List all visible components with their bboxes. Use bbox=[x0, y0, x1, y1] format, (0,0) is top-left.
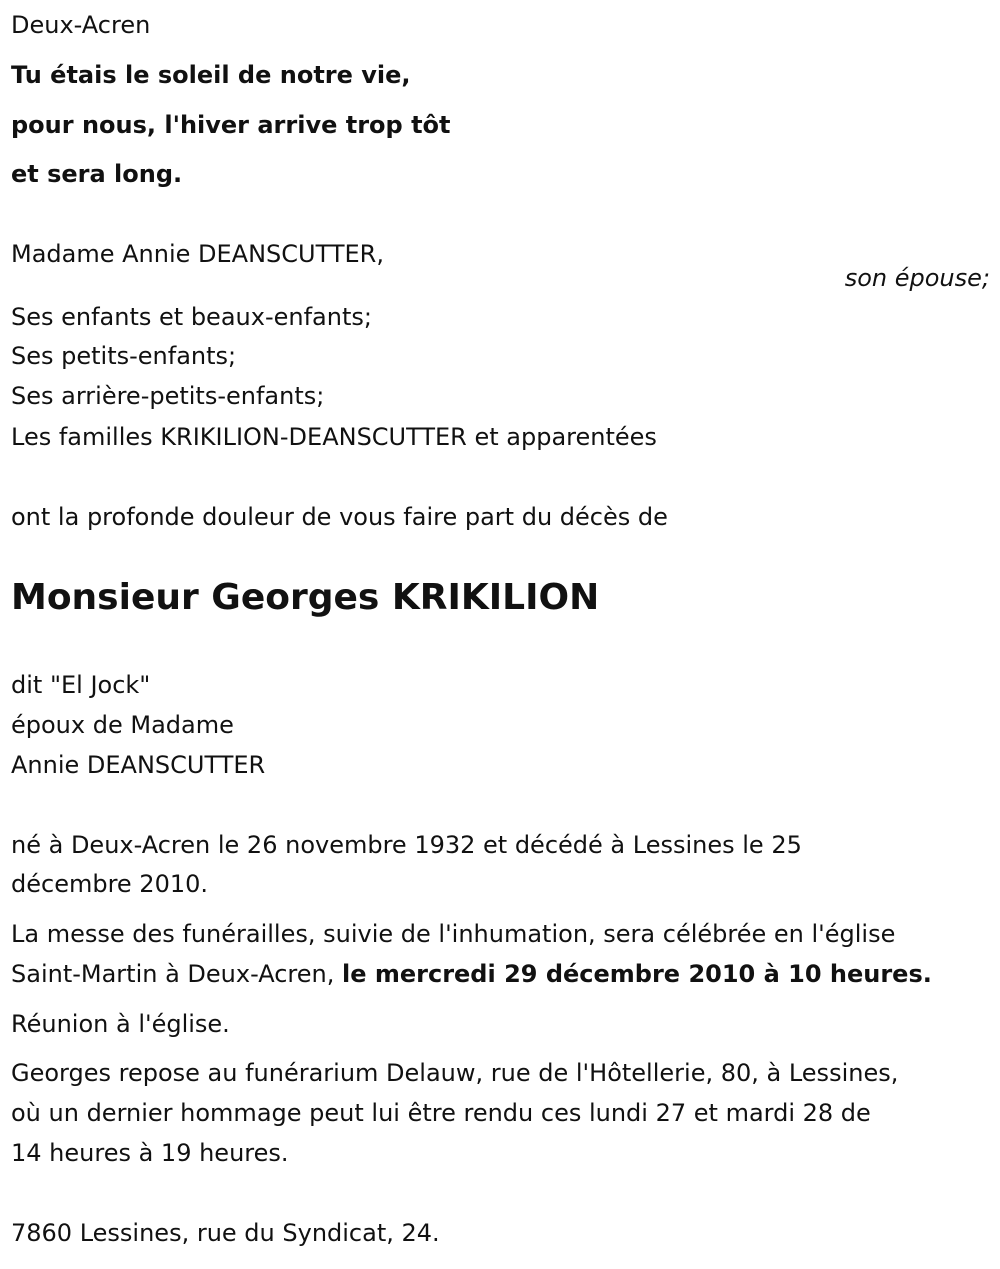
spouse-of-line-1: époux de Madame bbox=[11, 711, 234, 739]
repose-line-3: 14 heures à 19 heures. bbox=[11, 1139, 289, 1167]
location-heading: Deux-Acren bbox=[11, 11, 151, 39]
poem-line-2: pour nous, l'hiver arrive trop tôt bbox=[11, 111, 451, 139]
nickname-line: dit "El Jock" bbox=[11, 671, 151, 699]
spouse-role: son épouse; bbox=[844, 264, 990, 292]
spouse-of-line-2: Annie DEANSCUTTER bbox=[11, 751, 266, 779]
repose-line-1: Georges repose au funérarium Delauw, rue de l'Hôtellerie, 80, à Lessines, bbox=[11, 1059, 899, 1087]
address-line: 7860 Lessines, rue du Syndicat, 24. bbox=[11, 1219, 440, 1247]
funeral-line-1: La messe des funérailles, suivie de l'inhumation, sera célébrée en l'église bbox=[11, 920, 896, 948]
families-line: Les familles KRIKILION-DEANSCUTTER et apparentées bbox=[11, 423, 657, 451]
funeral-location: Saint-Martin à Deux-Acren, bbox=[11, 960, 342, 988]
repose-line-2: où un dernier hommage peut lui être rendu ces lundi 27 et mardi 28 de bbox=[11, 1099, 871, 1127]
children-line: Ses enfants et beaux-enfants; bbox=[11, 303, 372, 331]
dates-line-2: décembre 2010. bbox=[11, 870, 209, 898]
spouse-name: Madame Annie DEANSCUTTER, bbox=[11, 240, 384, 268]
grandchildren-line: Ses petits-enfants; bbox=[11, 342, 237, 370]
funeral-line-2 bbox=[11, 954, 932, 994]
funeral-datetime: le mercredi 29 décembre 2010 à 10 heures. bbox=[341, 960, 932, 988]
dates-line-1: né à Deux-Acren le 26 novembre 1932 et décédé à Lessines le 25 bbox=[11, 831, 802, 859]
poem-line-1: Tu étais le soleil de notre vie, bbox=[11, 61, 411, 89]
deceased-name: Monsieur Georges KRIKILION bbox=[11, 577, 600, 618]
poem-line-3: et sera long. bbox=[11, 160, 183, 188]
great-grandchildren-line: Ses arrière-petits-enfants; bbox=[11, 382, 325, 410]
announcement-text: ont la profonde douleur de vous faire part du décès de bbox=[11, 503, 668, 531]
meeting-line: Réunion à l'église. bbox=[11, 1010, 230, 1038]
